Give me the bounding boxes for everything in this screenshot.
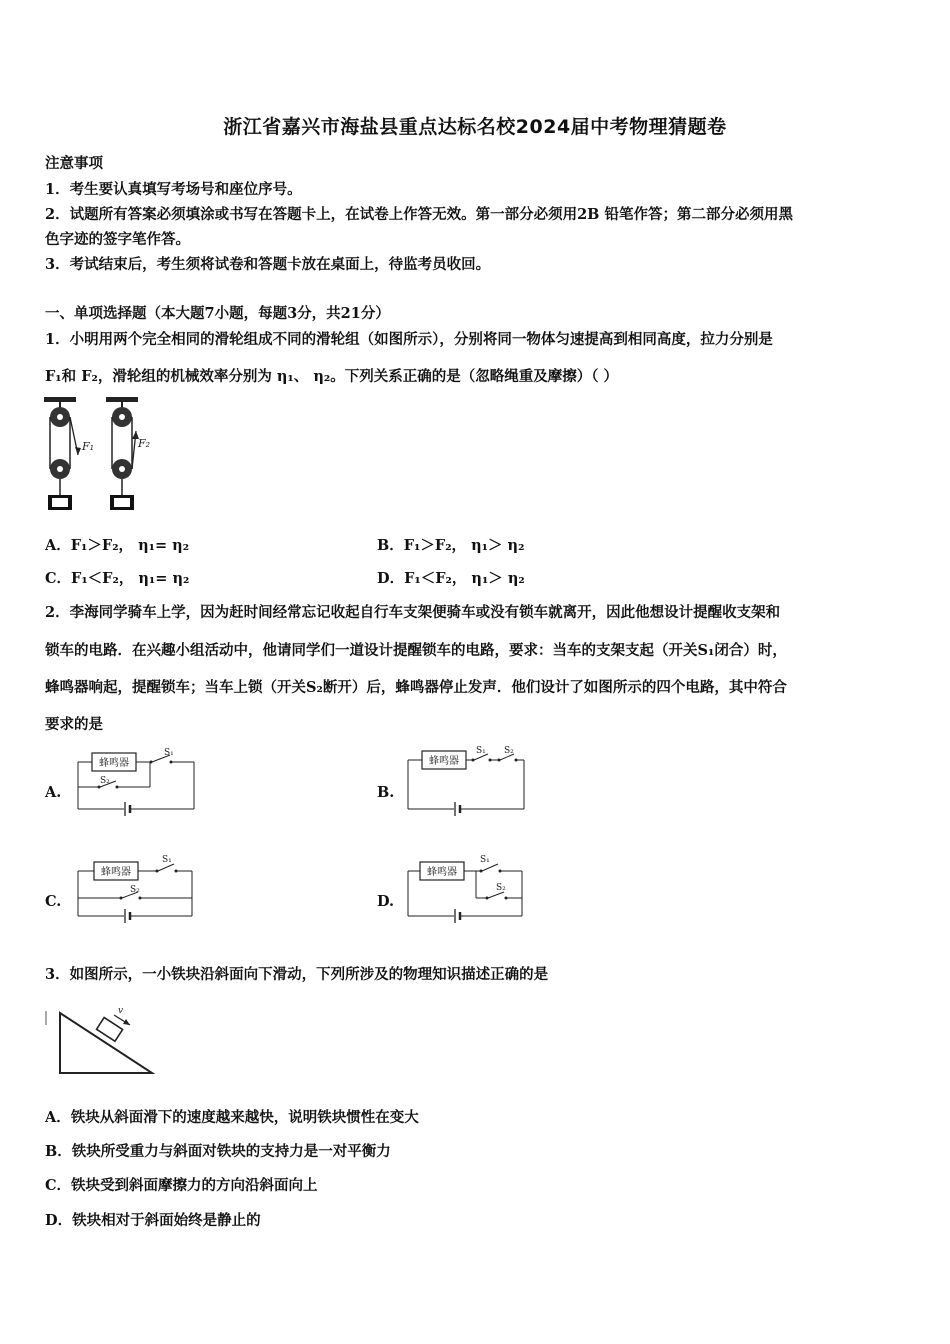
q3-option-a[interactable]: A．铁块从斜面滑下的速度越来越快，说明铁块惯性在变大 <box>45 1109 419 1126</box>
ceiling-1 <box>44 397 76 402</box>
q1-option-c[interactable]: C．F₁＜F₂， η₁= η₂ <box>45 570 190 587</box>
section-heading: 一、单项选择题（本大题7小题，每题3分，共21分） <box>45 305 390 322</box>
q2-stem-line3: 蜂鸣器响起，提醒锁车；当车上锁（开关S₂断开）后，蜂鸣器停止发声．他们设计了如图所示的四个电路，其中符合 <box>45 679 787 696</box>
s1-c-label: S₁ <box>162 855 172 865</box>
q2-circuit-b[interactable] <box>400 743 530 821</box>
notice-item-1: 1．考生要认真填写考场号和座位序号。 <box>45 181 302 198</box>
q2-option-a-label[interactable]: A. <box>45 784 62 801</box>
iron-block <box>97 1017 123 1041</box>
ceiling-2 <box>106 397 138 402</box>
q3-option-d[interactable]: D．铁块相对于斜面始终是静止的 <box>45 1212 261 1229</box>
buzzer-c-label: 蜂鸣器 <box>101 867 131 878</box>
q3-option-b[interactable]: B．铁块所受重力与斜面对铁块的支持力是一对平衡力 <box>45 1143 391 1160</box>
s1-b-label: S₁ <box>476 746 486 756</box>
q1-stem-line2: F₁和 F₂，滑轮组的机械效率分别为 η₁、 η₂。下列关系正确的是（忽略绳重及摩擦）（ ） <box>45 368 619 385</box>
q3-incline-figure <box>42 1005 162 1077</box>
buzzer-b-label: 蜂鸣器 <box>429 756 459 767</box>
q1-pulley-figure <box>40 395 170 517</box>
s1-d-label: S₁ <box>480 855 490 865</box>
s2-a-label: S₂ <box>100 776 110 786</box>
q3-fig-label: v <box>118 1006 124 1016</box>
q2-option-c-label[interactable]: C. <box>45 893 62 910</box>
q1-option-b[interactable]: B．F₁＞F₂， η₁＞ η₂ <box>377 537 525 554</box>
s2-d-label: S₂ <box>496 883 506 893</box>
notice-item-2-cont: 色字迹的签字笔作答。 <box>45 231 190 248</box>
q2-stem-line1: 2．李海同学骑车上学，因为赶时间经常忘记收起自行车支架便骑车或没有锁车就离开，因此他想设计提醒收支架和 <box>45 604 781 621</box>
s2-c-label: S₂ <box>130 885 140 895</box>
q2-circuit-d[interactable] <box>400 852 530 928</box>
q1-stem-line1: 1．小明用两个完全相同的滑轮组成不同的滑轮组（如图所示），分别将同一物体匀速提高到相同高度，拉力分别是 <box>45 331 773 348</box>
buzzer-a-label: 蜂鸣器 <box>99 758 129 769</box>
notice-item-2: 2．试题所有答案必须填涂或书写在答题卡上，在试卷上作答无效。第一部分必须用2B 铅笔作答；第二部分必须用黑 <box>45 206 793 223</box>
s1-a-label: S₁ <box>164 748 174 758</box>
q3-stem: 3．如图所示，一小铁块沿斜面向下滑动，下列所涉及的物理知识描述正确的是 <box>45 966 549 983</box>
buzzer-d-label: 蜂鸣器 <box>427 867 457 878</box>
q2-stem-line2: 锁车的电路．在兴趣小组活动中，他请同学们一道设计提醒锁车的电路，要求：当车的支架支起（开关S₁闭合）时， <box>45 642 787 659</box>
q3-option-c[interactable]: C．铁块受到斜面摩擦力的方向沿斜面向上 <box>45 1177 318 1194</box>
q2-circuit-a[interactable] <box>70 745 200 821</box>
q2-stem-line4: 要求的是 <box>45 716 103 733</box>
q1-fig-label-2: F₂ <box>138 437 151 450</box>
page-title: 浙江省嘉兴市海盐县重点达标名校2024届中考物理猜题卷 <box>223 116 727 138</box>
q2-option-d-label[interactable]: D. <box>377 893 395 910</box>
s2-b-label: S₂ <box>504 746 514 756</box>
q2-circuit-c[interactable] <box>70 852 200 928</box>
q2-option-b-label[interactable]: B. <box>377 784 395 801</box>
q1-option-a[interactable]: A．F₁＞F₂， η₁= η₂ <box>45 537 190 554</box>
notice-heading: 注意事项 <box>45 155 103 172</box>
q1-option-d[interactable]: D．F₁＜F₂， η₁＞ η₂ <box>377 570 525 587</box>
notice-item-3: 3．考试结束后，考生须将试卷和答题卡放在桌面上，待监考员收回。 <box>45 256 491 273</box>
q1-fig-label-1: F₁ <box>82 440 95 453</box>
